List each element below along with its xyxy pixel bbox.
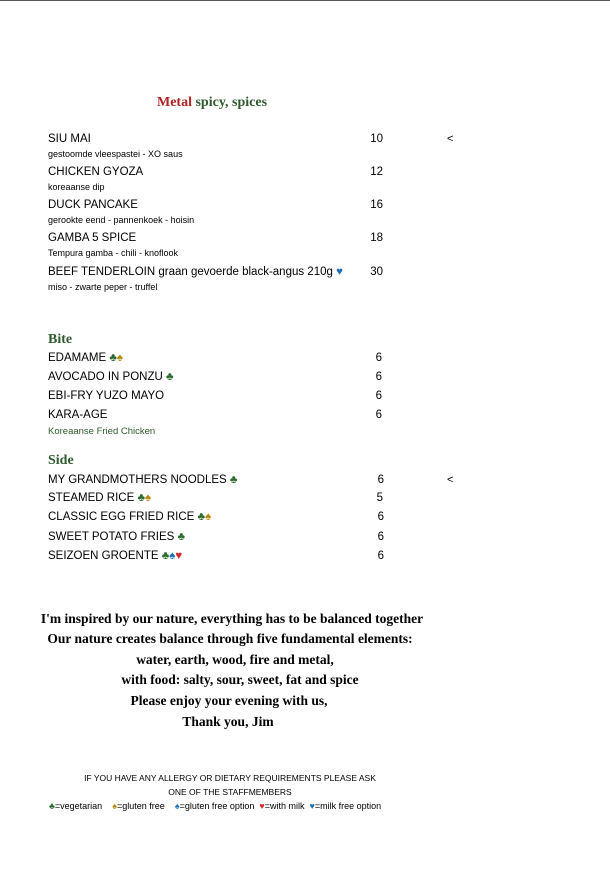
legend-with-milk: =with milk <box>264 801 305 811</box>
menu-item-price: 30 <box>370 266 383 278</box>
closing-line-2: Our nature creates balance through five fundamental elements: <box>47 631 413 646</box>
menu-item-price: 18 <box>370 232 383 244</box>
menu-item-name: AVOCADO IN PONZU <box>48 371 163 383</box>
club-icon: ♣ <box>161 550 170 562</box>
menu-item-desc: Tempura gamba - chili - knoflook <box>48 248 179 258</box>
menu-item <box>48 511 211 523</box>
menu-item-name: CHICKEN GYOZA <box>48 166 144 178</box>
menu-item-price: 5 <box>376 492 383 504</box>
spade-gold-icon: ♠ <box>205 511 212 523</box>
allergy-notice-line-1: IF YOU HAVE ANY ALLERGY OR DIETARY REQUIREMENTS PLEASE ASK <box>84 773 376 783</box>
spade-gold-icon: ♠ <box>116 352 124 364</box>
menu-item-name: SIU MAI <box>48 133 91 145</box>
heart-blue-icon: ♥ <box>309 801 315 811</box>
menu-item-price: 6 <box>377 550 384 562</box>
menu-item-price: 6 <box>375 352 382 364</box>
menu-item-name-with-icon <box>48 266 343 278</box>
menu-item-price: 6 <box>375 409 382 421</box>
section-heading-side: Side <box>48 453 74 468</box>
spade-gold-icon: ♠ <box>145 492 152 504</box>
closing-line-3: water, earth, wood, fire and metal, <box>136 652 334 667</box>
menu-item-price: 10 <box>370 133 383 145</box>
legend-milk-free-option: =milk free option <box>314 801 382 811</box>
menu-item-name: CLASSIC EGG FRIED RICE <box>48 511 195 523</box>
club-icon: ♣ <box>177 531 186 543</box>
legend-gluten-free: =gluten free <box>117 801 165 811</box>
club-icon: ♣ <box>49 801 55 811</box>
marker-left-angle: < <box>447 474 454 486</box>
club-icon: ♣ <box>109 352 117 364</box>
title-metal: Metal <box>157 95 192 110</box>
menu-item <box>48 531 185 543</box>
spade-blue-icon: ♠ <box>169 550 176 562</box>
menu-item-name: MY GRANDMOTHERS NOODLES <box>48 474 227 486</box>
menu-item-price: 16 <box>370 199 383 211</box>
menu-item-price: 6 <box>377 531 384 543</box>
legend-vegetarian: =vegetarian <box>54 801 103 811</box>
club-icon: ♣ <box>197 511 206 523</box>
menu-item-desc: gerookte eend - pannenkoek - hoisin <box>48 215 195 225</box>
menu-item-desc: koreaanse dip <box>48 182 105 192</box>
menu-item <box>48 550 182 562</box>
menu-item-name: KARA-AGE <box>48 409 108 421</box>
menu-item-name: SWEET POTATO FRIES <box>48 531 175 543</box>
symbol-legend <box>49 801 381 811</box>
club-icon: ♣ <box>137 492 146 504</box>
menu-item-name: STEAMED RICE <box>48 492 135 504</box>
menu-item-desc: miso - zwarte peper - truffel <box>48 282 158 292</box>
menu-item-name: DUCK PANCAKE <box>48 199 138 211</box>
menu-item-name: BEEF TENDERLOIN graan gevoerde black-angus 210g <box>48 266 333 278</box>
page-title <box>157 95 267 111</box>
menu-item-name: SEIZOEN GROENTE <box>48 550 159 562</box>
club-icon: ♣ <box>229 474 238 486</box>
legend-gluten-free-option: =gluten free option <box>179 801 255 811</box>
closing-line-6: Thank you, Jim <box>182 714 274 729</box>
marker-left-angle: < <box>447 133 454 145</box>
menu-item-price: 6 <box>375 371 382 383</box>
top-border <box>0 0 610 1</box>
menu-item-price: 12 <box>370 166 383 178</box>
menu-item-desc: gestoomde vleespastei - XO saus <box>48 149 183 159</box>
menu-item-price: 6 <box>377 474 384 486</box>
menu-item-name: EDAMAME <box>48 352 107 364</box>
section-heading-bite: Bite <box>48 332 73 347</box>
heart-blue-icon: ♥ <box>336 266 343 278</box>
menu-item <box>48 492 151 504</box>
club-icon: ♣ <box>166 371 174 383</box>
spade-blue-icon: ♠ <box>174 801 180 811</box>
title-spicy: spicy, spices <box>195 95 268 110</box>
closing-line-1: I'm inspired by our nature, everything has to be balanced together <box>40 611 424 626</box>
closing-line-4: with food: salty, sour, sweet, fat and spice <box>121 672 359 687</box>
heart-red-icon: ♥ <box>175 550 183 562</box>
menu-item <box>48 371 174 383</box>
menu-item-price: 6 <box>375 390 382 402</box>
spade-gold-icon: ♠ <box>112 801 117 811</box>
menu-item <box>48 474 237 486</box>
allergy-notice-line-2: ONE OF THE STAFFMEMBERS <box>168 787 292 797</box>
menu-item-price: 6 <box>377 511 384 523</box>
heart-red-icon: ♥ <box>259 801 265 811</box>
menu-item-desc: Koreaanse Fried Chicken <box>48 426 156 437</box>
menu-item <box>48 352 123 364</box>
menu-item-name: EBI-FRY YUZO MAYO <box>48 390 165 402</box>
closing-line-5: Please enjoy your evening with us, <box>130 693 328 708</box>
menu-item-name: GAMBA 5 SPICE <box>48 232 137 244</box>
